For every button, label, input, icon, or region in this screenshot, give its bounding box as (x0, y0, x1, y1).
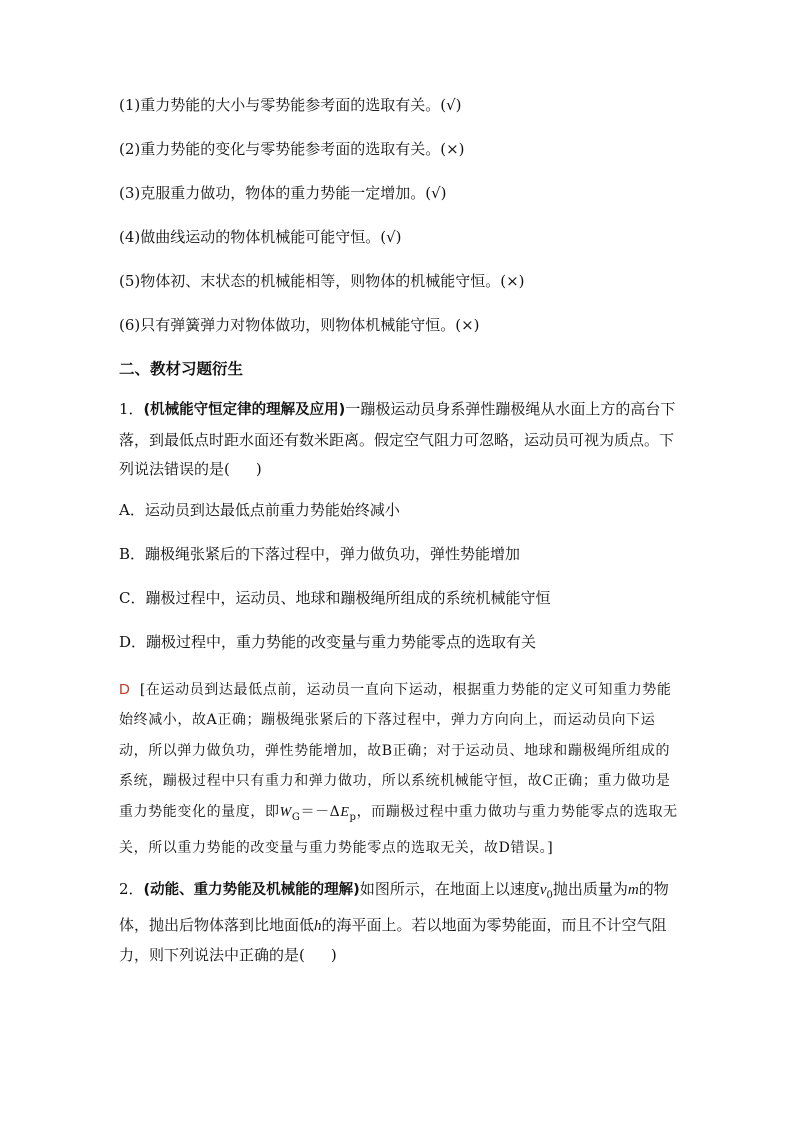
judgement-mark: (√) (380, 228, 402, 246)
judgement-item (119, 94, 679, 116)
judgement-mark: (×) (440, 140, 465, 158)
question-tag: (动能、重力势能及机械能的理解) (143, 882, 360, 899)
answer-text-part1: [在运动员到达最低点前，运动员一直向下运动，根据重力势能的定义可知重力势能始终减小，故A正确；蹦极绳张紧后的下落过程中，弹力方向向上，而运动员向下运动，所以弹力做负功，弹性势能增加，故B正确；对于运动员、地球和蹦极绳所组成的系统，蹦极过程中只有重力和弹力做功，所以系统机械能守恒，故C正确；重力做功是重力势能变化的量度，即 (119, 681, 672, 820)
judgement-text: (6)只有弹簧弹力对物体做功，则物体机械能守恒。 (119, 316, 456, 334)
document-page (119, 94, 679, 985)
mass-symbol: m (627, 882, 639, 899)
question-1 (119, 395, 679, 485)
question-stem: 的海平面上。若以地面为零势能面，而且不计空气阻力，则下列说法中正确的是( (119, 915, 667, 965)
judgement-item (119, 182, 679, 204)
judgement-item (119, 270, 679, 292)
question-number: 2． (119, 880, 144, 899)
formula-operator: ＝－Δ (300, 803, 341, 820)
judgement-mark: (√) (425, 184, 447, 202)
judgement-text: (4)做曲线运动的物体机械能可能守恒。 (119, 228, 381, 246)
formula-work-symbol: W (279, 804, 292, 820)
velocity-symbol: v (539, 882, 547, 899)
judgement-text: (3)克服重力做功，物体的重力势能一定增加。 (119, 184, 426, 202)
judgement-mark: (×) (500, 272, 525, 290)
judgement-text: (1)重力势能的大小与零势能参考面的选取有关。 (119, 96, 441, 114)
question-stem: 一蹦极运动员身系弹性蹦极绳从水面上方的高台下落，到最低点时距水面还有数米距离。假定空气阻力可忽略，运动员可视为质点。下列说法错误的是( (119, 400, 676, 478)
question-2 (119, 875, 679, 971)
judgement-mark: (×) (455, 316, 480, 334)
answer-explanation (119, 675, 679, 864)
answer-text-part2: ，而蹦极过程中重力做功与重力势能零点的选取无关，所以重力势能的改变量与重力势能零点的选取无关，故D错误。] (119, 803, 678, 856)
judgement-item (119, 138, 679, 160)
question-stem-end: ) (330, 946, 337, 965)
judgement-text: (2)重力势能的变化与零势能参考面的选取有关。 (119, 140, 441, 158)
formula-energy-symbol: E (340, 804, 350, 820)
option-c: C．蹦极过程中，运动员、地球和蹦极绳所组成的系统机械能守恒 (119, 588, 551, 607)
option-d: D．蹦极过程中，重力势能的改变量与重力势能零点的选取有关 (119, 632, 537, 651)
question-number: 1． (119, 400, 144, 418)
velocity-subscript: 0 (546, 890, 553, 902)
question-stem: 抛出质量为 (552, 880, 628, 899)
height-symbol: h (314, 917, 322, 934)
judgement-mark: (√) (440, 96, 462, 114)
answer-letter: D (119, 680, 130, 698)
formula-energy-subscript: p (349, 811, 357, 823)
question-stem-end: ) (255, 460, 262, 478)
question-tag: (机械能守恒定律的理解及应用) (143, 402, 346, 418)
question-stem: 的物体，抛出后物体落到比地面低 (119, 880, 669, 934)
section-heading: 二、教材习题衍生 (119, 360, 244, 378)
formula-work-subscript: G (291, 811, 301, 823)
option-b: B．蹦极绳张紧后的下落过程中，弹力做负功，弹性势能增加 (119, 544, 521, 563)
judgement-item (119, 226, 679, 248)
judgement-item (119, 314, 679, 336)
judgement-text: (5)物体初、末状态的机械能相等，则物体的机械能守恒。 (119, 272, 501, 290)
option-a: A．运动员到达最低点前重力势能始终减小 (119, 500, 400, 519)
question-stem: 如图所示，在地面上以速度 (359, 880, 540, 899)
